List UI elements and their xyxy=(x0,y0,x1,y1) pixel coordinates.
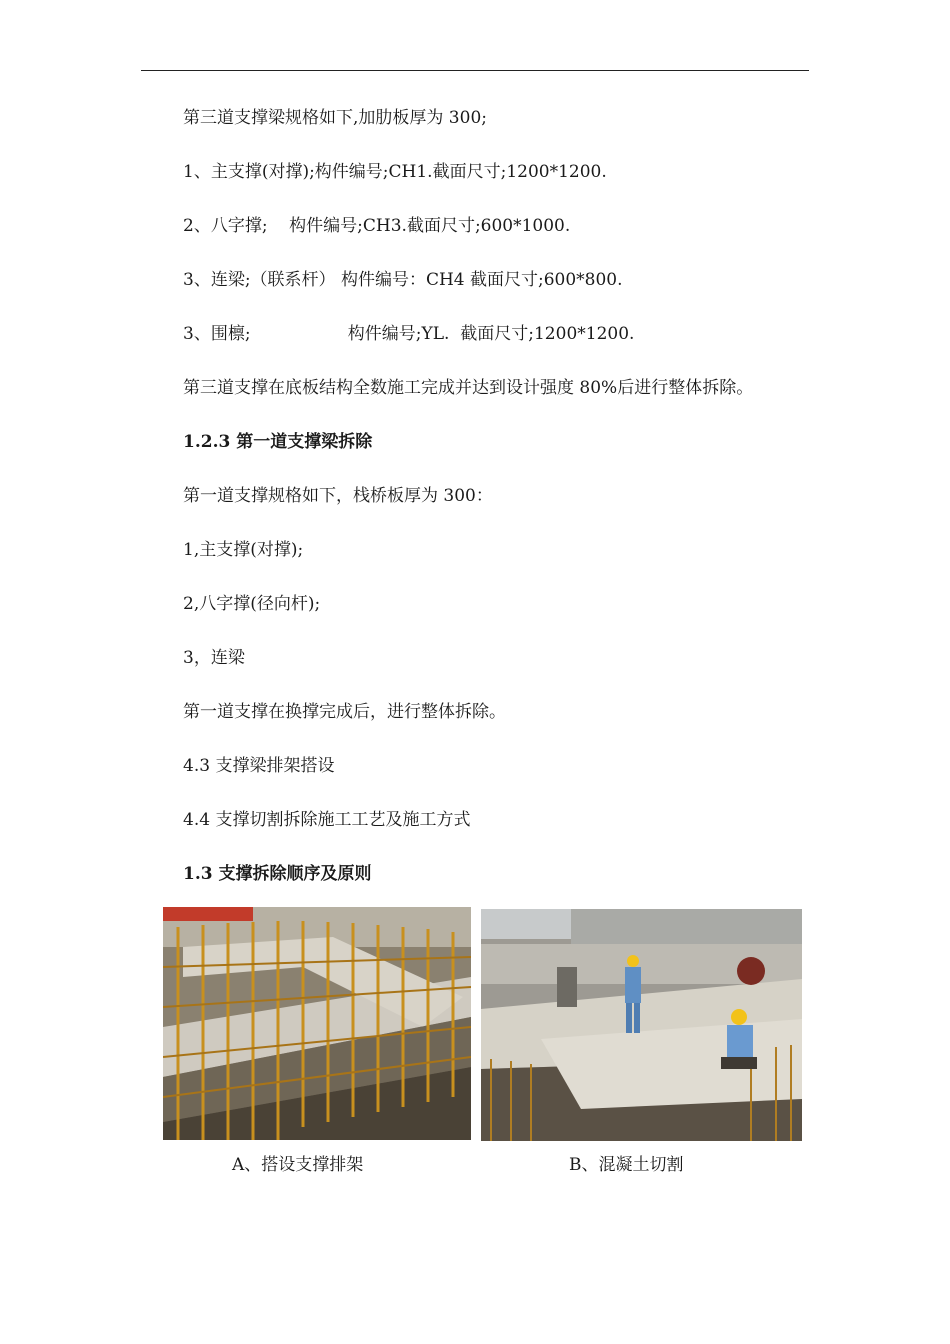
text-line-8: 第一道支撑规格如下，栈桥板厚为 300： xyxy=(183,486,493,506)
text-line-1: 第三道支撑梁规格如下,加肋板厚为 300; xyxy=(183,108,487,128)
header-rule xyxy=(141,70,809,71)
text-line-10: 2,八字撑(径向杆); xyxy=(183,594,321,614)
text-line-12: 第一道支撑在换撑完成后，进行整体拆除。 xyxy=(183,702,506,722)
figure-caption-a: A、搭设支撑排架 xyxy=(232,1155,364,1175)
concrete-cutting-photo xyxy=(481,909,802,1141)
text-line-5: 3、围檩; 构件编号;YL. 截面尺寸;1200*1200. xyxy=(183,324,635,344)
construction-scaffold-photo xyxy=(163,907,471,1140)
text-line-11: 3，连梁 xyxy=(183,648,245,668)
text-line-14: 4.4 支撑切割拆除施工工艺及施工方式 xyxy=(183,810,471,830)
text-line-2: 1、主支撑(对撑);构件编号;CH1.截面尺寸;1200*1200. xyxy=(183,162,607,182)
section-heading-1-2-3: 1.2.3 第一道支撑梁拆除 xyxy=(183,432,373,452)
section-heading-1-3: 1.3 支撑拆除顺序及原则 xyxy=(183,864,372,884)
text-line-9: 1,主支撑(对撑); xyxy=(183,540,304,560)
text-line-3: 2、八字撑; 构件编号;CH3.截面尺寸;600*1000. xyxy=(183,216,571,236)
text-line-6: 第三道支撑在底板结构全数施工完成并达到设计强度 80%后进行整体拆除。 xyxy=(183,378,754,398)
figure-caption-b: B、混凝土切割 xyxy=(569,1155,684,1175)
text-line-4: 3、连梁;（联系杆） 构件编号：CH4 截面尺寸;600*800. xyxy=(183,270,623,290)
text-line-13: 4.3 支撑梁排架搭设 xyxy=(183,756,335,776)
